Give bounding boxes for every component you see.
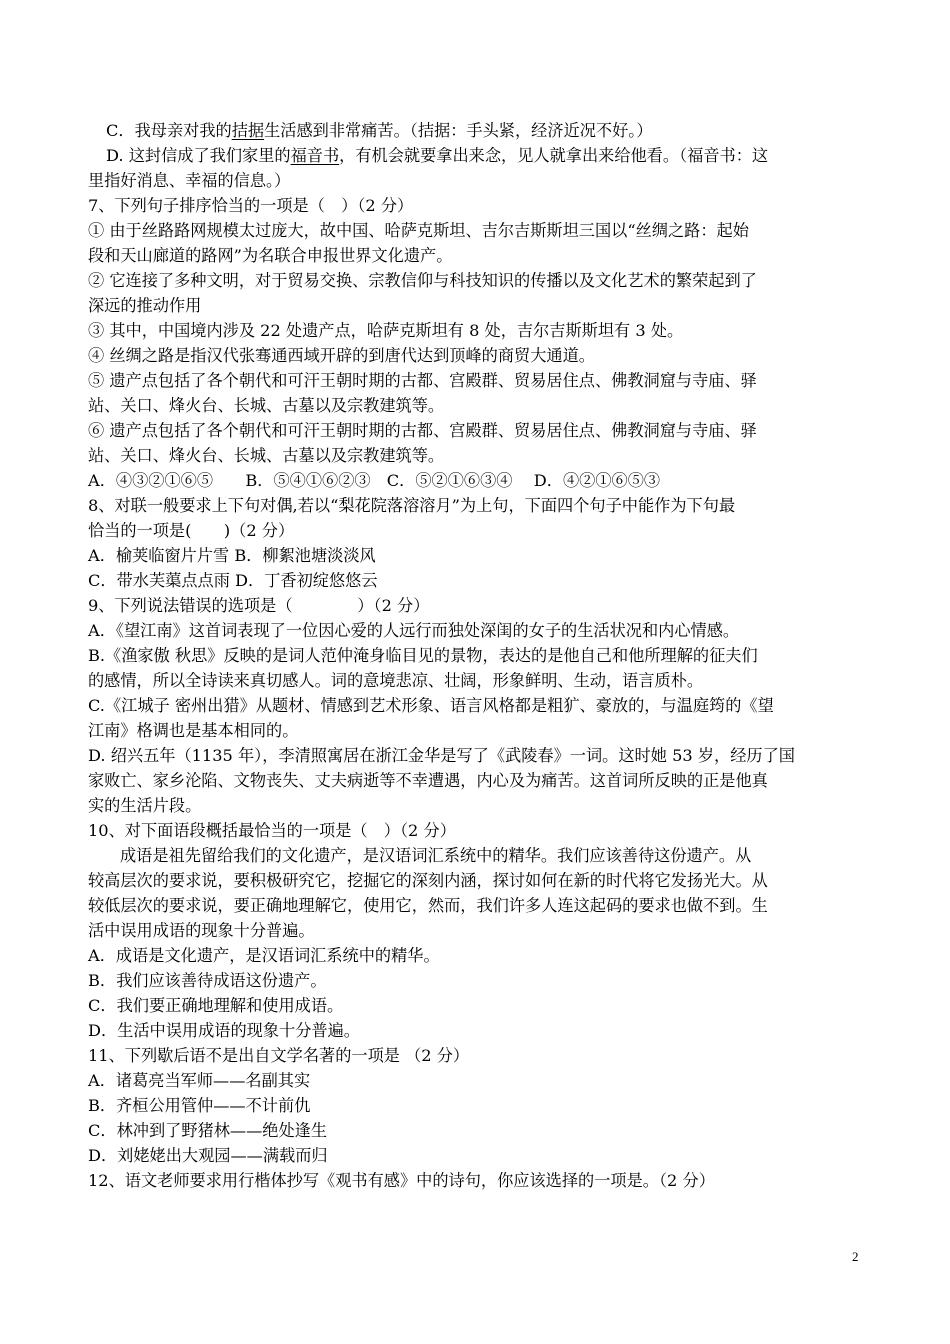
sentence-5b: 站、关口、烽火台、长城、古墓以及宗教建筑等。	[88, 396, 445, 415]
question-9-option-d-1: D. 绍兴五年（1135 年），李清照寓居在浙江金华是写了《武陵春》一词。这时她 53 岁，经历了国	[88, 746, 795, 765]
question-9-option-d-2: 家败亡、家乡沦陷、文物丧失、丈夫病逝等不幸遭遇，内心及为痛苦。这首词所反映的正是他真	[88, 771, 768, 790]
question-8-line-2: 恰当的一项是( )（2 分）	[88, 521, 295, 540]
underlined-term: 拮据	[231, 121, 265, 140]
question-9-option-c-1: C.《江城子 密州出猎》从题材、情感到艺术形象、语言风格都是粗犷、豪放的，与温庭筠的《望	[88, 696, 774, 715]
question-10-option-c: C．我们要正确地理解和使用成语。	[88, 996, 344, 1015]
question-10: 10、对下面语段概括最恰当的一项是（ ）（2 分）	[88, 821, 456, 840]
question-8-options-cd: C．带水芙蕖点点雨 D．丁香初绽悠悠云	[88, 571, 378, 590]
question-11-option-d: D．刘姥姥出大观园——满载而归	[88, 1146, 328, 1165]
question-9-option-c-2: 江南》格调也是基本相同的。	[88, 721, 299, 740]
passage-line-2: 较高层次的要求说，要积极研究它，挖掘它的深刻内涵，探讨如何在新的时代将它发扬光大。从	[88, 871, 768, 890]
sentence-1a: ① 由于丝路路网规模太过庞大，故中国、哈萨克斯坦、吉尔吉斯斯坦三国以“丝绸之路：起始	[88, 221, 749, 240]
question-12: 12、语文老师要求用行楷体抄写《观书有感》中的诗句，你应该选择的一项是。（2 分）	[88, 1171, 715, 1190]
question-10-option-a: A．成语是文化遗产，是汉语词汇系统中的精华。	[88, 946, 440, 965]
question-11-option-a: A．诸葛亮当军师——名副其实	[88, 1071, 311, 1090]
question-9: 9、下列说法错误的选项是（ ）（2 分）	[88, 596, 430, 615]
question-8-options-ab: A．榆荚临窗片片雪 B．柳絮池塘淡淡风	[88, 546, 376, 565]
sentence-6a: ⑥ 遗产点包括了各个朝代和可汗王朝时期的古都、宫殿群、贸易居住点、佛教洞窟与寺庙、驿	[88, 421, 757, 440]
document-body	[88, 118, 868, 1193]
sentence-4: ④ 丝绸之路是指汉代张骞通西域开辟的到唐代达到顶峰的商贸大通道。	[88, 346, 595, 365]
question-8-line-1: 8、对联一般要求上下句对偶,若以“梨花院落溶溶月”为上句，下面四个句子中能作为下句最	[88, 496, 736, 515]
sentence-2a: ② 它连接了多种文明，对于贸易交换、宗教信仰与科技知识的传播以及文化艺术的繁荣起到了	[88, 271, 757, 290]
question-9-option-a: A．《望江南》这首词表现了一位因心爱的人远行而独处深闺的女子的生活状况和内心情感。	[88, 621, 740, 640]
option-c-line: C．我母亲对我的拮据生活感到非常痛苦。（拮据：手头紧，经济近况不好。）	[106, 121, 653, 140]
sentence-1b: 段和天山廊道的路网”为名联合申报世界文化遗产。	[88, 246, 453, 265]
sentence-6b: 站、关口、烽火台、长城、古墓以及宗教建筑等。	[88, 446, 445, 465]
option-d-continuation: 里指好消息、幸福的信息。）	[88, 171, 291, 190]
page-number: 2	[852, 1249, 859, 1264]
question-9-option-d-3: 实的生活片段。	[88, 796, 202, 815]
question-10-option-d: D．生活中误用成语的现象十分普遍。	[88, 1021, 360, 1040]
question-7-options: A．④③②①⑥⑤ B．⑤④①⑥②③ C．⑤②①⑥③④ D．④②①⑥⑤③	[88, 471, 661, 490]
question-11: 11、下列歇后语不是出自文学名著的一项是 （2 分）	[88, 1046, 470, 1065]
sentence-2b: 深远的推动作用	[88, 296, 202, 315]
sentence-3: ③ 其中，中国境内涉及 22 处遗产点，哈萨克斯坦有 8 处，吉尔吉斯斯坦有 3 处。	[88, 321, 684, 340]
question-7: 7、下列句子排序恰当的一项是（ ）（2 分）	[88, 196, 414, 215]
question-9-option-b-1: B.《渔家傲 秋思》反映的是词人范仲淹身临目见的景物，表达的是他自己和他所理解的征夫们	[88, 646, 758, 665]
passage-line-3: 较低层次的要求说，要正确地理解它，使用它，然而，我们许多人连这起码的要求也做不到。生	[88, 896, 768, 915]
question-10-option-b: B．我们应该善待成语这份遗产。	[88, 971, 327, 990]
sentence-5a: ⑤ 遗产点包括了各个朝代和可汗王朝时期的古都、宫殿群、贸易居住点、佛教洞窟与寺庙、驿	[88, 371, 757, 390]
question-9-option-b-2: 的感情，所以全诗读来真切感人。词的意境悲凉、壮阔，形象鲜明、生动，语言质朴。	[88, 671, 704, 690]
question-11-option-b: B．齐桓公用管仲——不计前仇	[88, 1096, 311, 1115]
passage-line-1: 成语是祖先留给我们的文化遗产，是汉语词汇系统中的精华。我们应该善待这份遗产。从	[120, 846, 752, 865]
question-11-option-c: C．林冲到了野猪林——绝处逢生	[88, 1121, 328, 1140]
option-d-line: D. 这封信成了我们家里的福音书，有机会就要拿出来念，见人就拿出来给他看。（福音书：这	[106, 146, 769, 165]
underlined-term: 福音书	[290, 146, 340, 165]
passage-line-4: 活中误用成语的现象十分普遍。	[88, 921, 315, 940]
